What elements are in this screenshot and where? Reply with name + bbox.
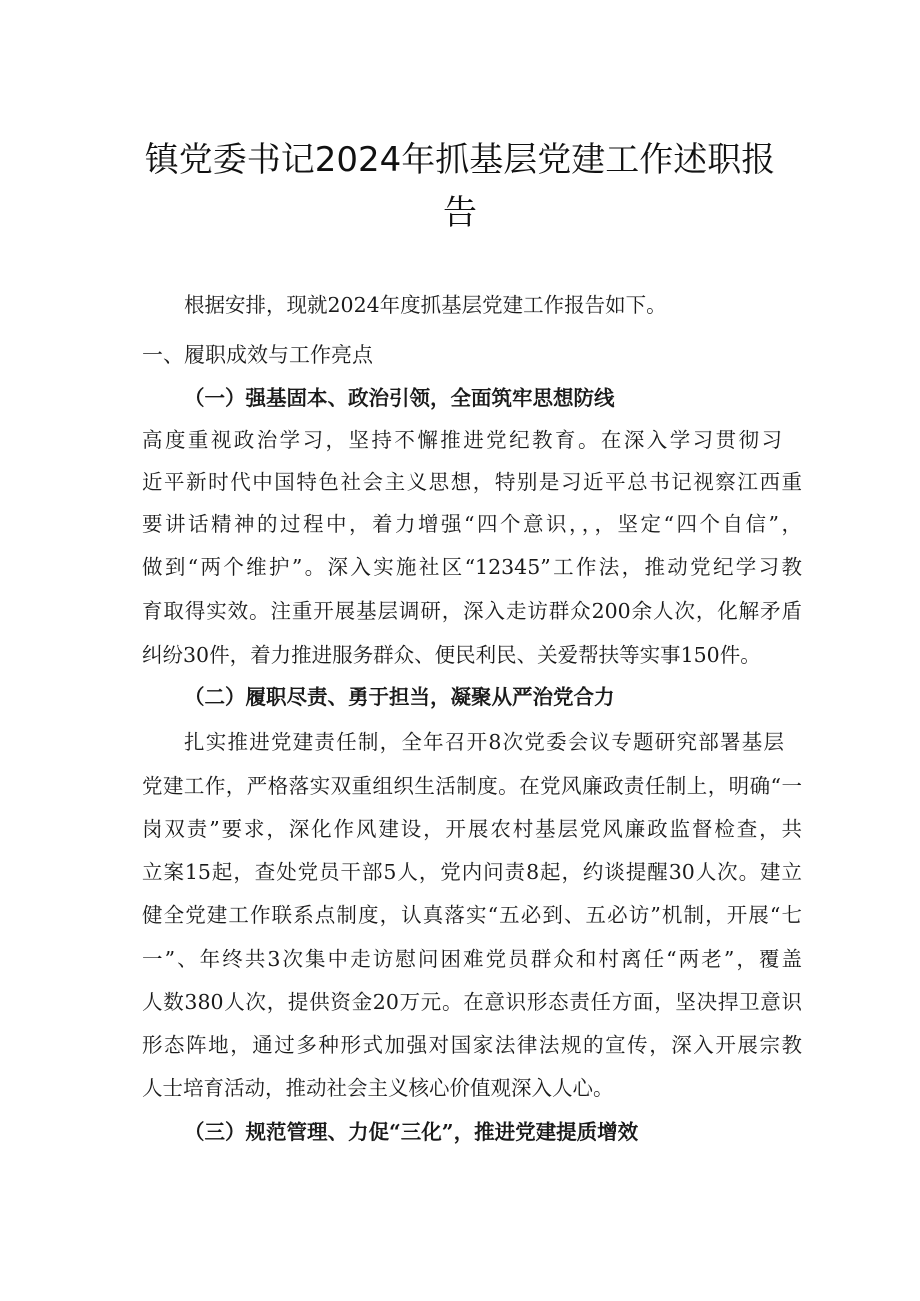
subsection-3-heading: （三）规范管理、力促“三化”，推进党建提质增效 [184,1120,639,1144]
document-title-line-2: 告 [443,193,477,233]
sub1-line-2: 近平新时代中国特色社会主义思想，特别是习近平总书记视察江西重 [142,470,802,494]
sub2-line-9: 人士培育活动，推动社会主义核心价值观深入人心。 [142,1076,614,1100]
sub2-line-2: 党建工作，严格落实双重组织生活制度。在党风廉政责任制上，明确“一 [142,774,802,798]
sub1-line-3: 要讲话精神的过程中，着力增强“四个意识，，，坚定“四个自信”， [142,512,802,536]
sub1-line-4: 做到“两个维护”。深入实施社区“12345”工作法，推动党纪学习教 [142,555,802,579]
sub2-line-4: 立案15起，查处党员干部5人，党内问责8起，约谈提醒30人次。建立 [142,860,802,884]
sub1-line-1: 高度重视政治学习，坚持不懈推进党纪教育。在深入学习贯彻习 [142,428,782,452]
intro-paragraph: 根据安排，现就2024年度抓基层党建工作报告如下。 [184,293,667,317]
document-title-line-1: 镇党委书记2024年抓基层党建工作述职报 [144,140,776,180]
subsection-1-heading: （一）强基固本、政治引领，全面筑牢思想防线 [184,386,615,410]
section-1-heading: 一、履职成效与工作亮点 [142,343,373,367]
subsection-2-heading: （二）履职尽责、勇于担当，凝聚从严治党合力 [184,685,615,709]
sub2-line-7: 人数380人次，提供资金20万元。在意识形态责任方面，坚决捍卫意识 [142,990,802,1014]
sub2-line-1: 扎实推进党建责任制，全年召开8次党委会议专题研究部署基层 [184,730,784,754]
sub2-line-5: 健全党建工作联系点制度，认真落实“五必到、五必访”机制，开展“七 [142,903,802,927]
sub2-line-6: 一”、年终共3次集中走访慰问困难党员群众和村离任“两老”，覆盖 [142,947,802,971]
sub2-line-8: 形态阵地，通过多种形式加强对国家法律法规的宣传，深入开展宗教 [142,1033,802,1057]
sub1-line-6: 纠纷30件，着力推进服务群众、便民利民、关爱帮扶等实事150件。 [142,643,761,667]
sub1-line-5: 育取得实效。注重开展基层调研，深入走访群众200余人次，化解矛盾 [142,599,802,623]
sub2-line-3: 岗双责”要求，深化作风建设，开展农村基层党风廉政监督检查，共 [142,817,802,841]
